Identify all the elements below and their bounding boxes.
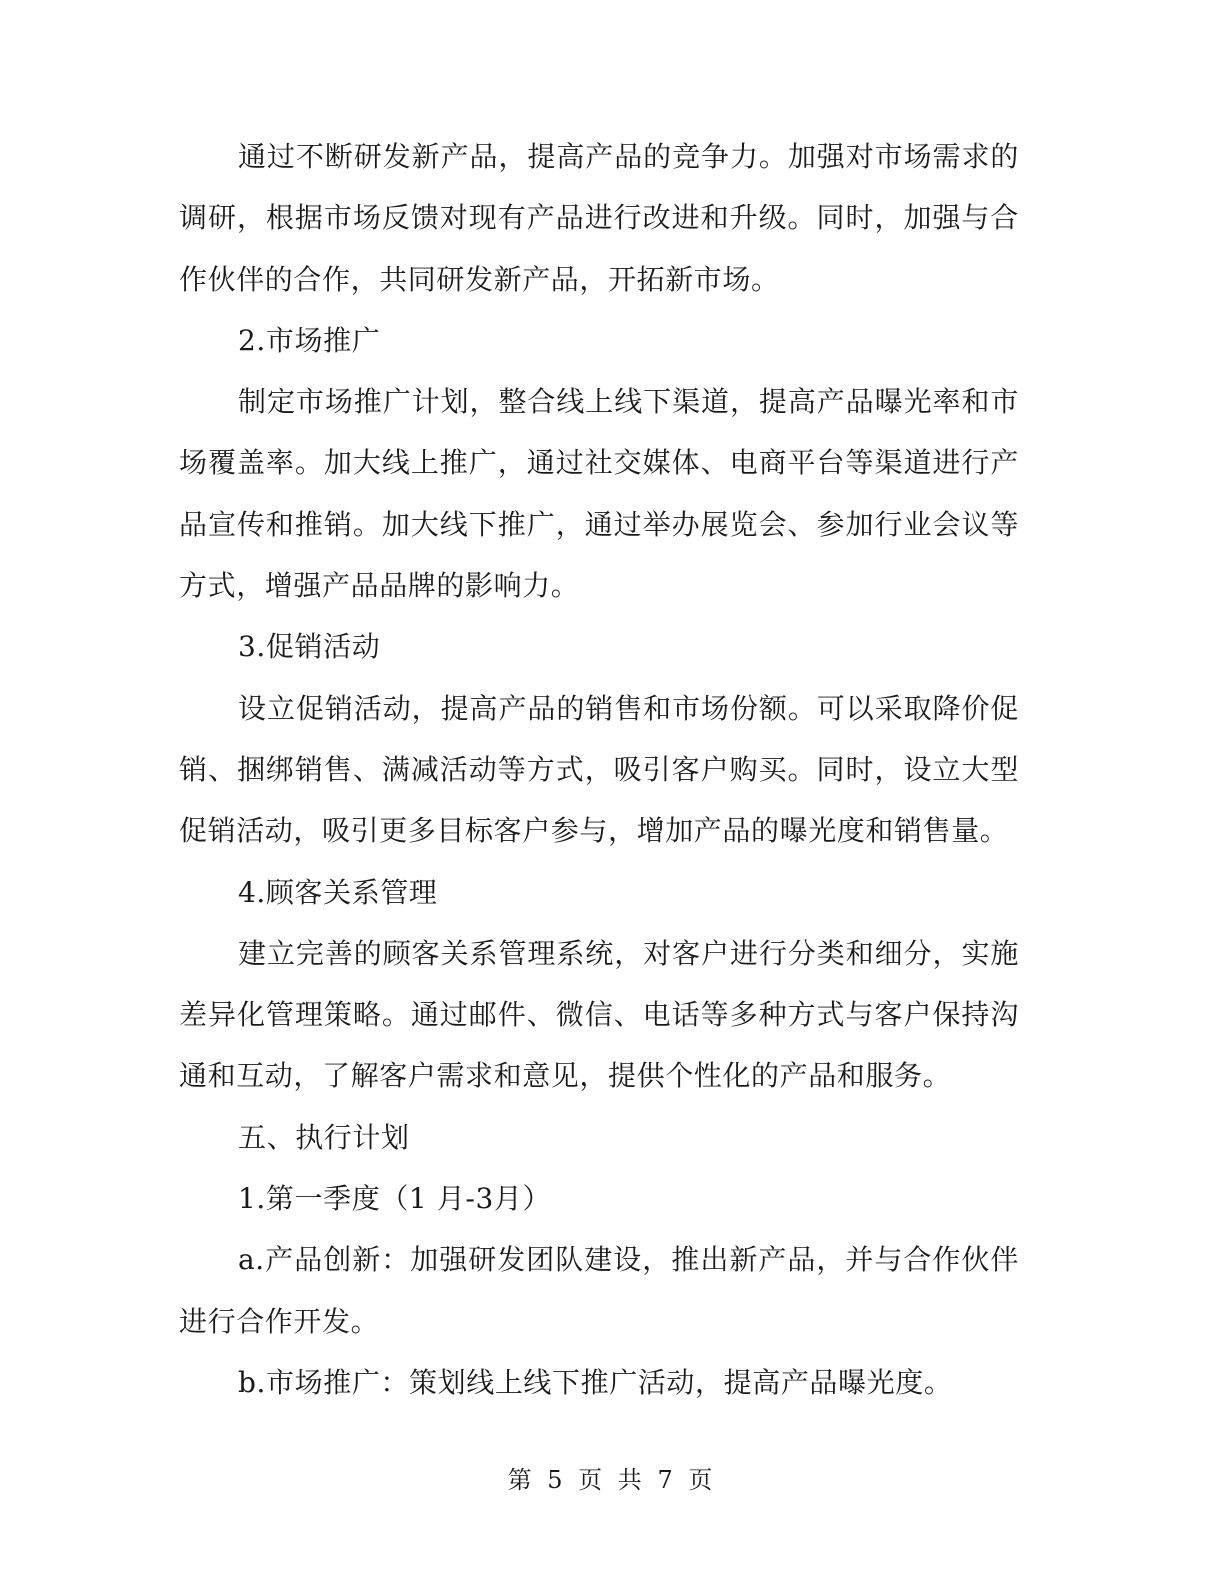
heading-market-promotion: 2.市场推广 bbox=[238, 323, 381, 357]
paragraph-market-promotion: 制定市场推广计划，整合线上线下渠道，提高产品曝光率和市场覆盖率。加大线上推广，通过社交媒体、电商平台等渠道进行产品宣传和推销。加大线下推广，通过举办展览会、参加行业会议等方式，增强产品品牌的影响力。 bbox=[179, 385, 1019, 603]
heading-first-quarter: 1.第一季度（1 月-3月） bbox=[238, 1182, 552, 1216]
paragraph-customer-relations: 建立完善的顾客关系管理系统，对客户进行分类和细分，实施差异化管理策略。通过邮件、微信、电话等多种方式与客户保持沟通和互动，了解客户需求和意见，提供个性化的产品和服务。 bbox=[179, 936, 1019, 1093]
page-footer: 第 5 页 共 7 页 bbox=[507, 1466, 717, 1494]
heading-execution-plan: 五、执行计划 bbox=[238, 1120, 410, 1154]
paragraph-q1-product-innovation: a.产品创新：加强研发团队建设，推出新产品，并与合作伙伴进行合作开发。 bbox=[179, 1243, 1019, 1338]
paragraph-product-innovation: 通过不断研发新产品，提高产品的竞争力。加强对市场需求的调研，根据市场反馈对现有产品进行改进和升级。同时，加强与合作伙伴的合作，共同研发新产品，开拓新市场。 bbox=[179, 140, 1019, 296]
heading-customer-relations: 4.顾客关系管理 bbox=[238, 875, 438, 909]
paragraph-q1-market-promotion: b.市场推广：策划线上线下推广活动，提高产品曝光度。 bbox=[238, 1365, 953, 1399]
page-content bbox=[179, 126, 1019, 1413]
paragraph-promotions: 设立促销活动，提高产品的销售和市场份额。可以采取降价促销、捆绑销售、满减活动等方式，吸引客户购买。同时，设立大型促销活动，吸引更多目标客户参与，增加产品的曝光度和销售量。 bbox=[179, 691, 1019, 848]
heading-promotions: 3.促销活动 bbox=[238, 630, 381, 664]
